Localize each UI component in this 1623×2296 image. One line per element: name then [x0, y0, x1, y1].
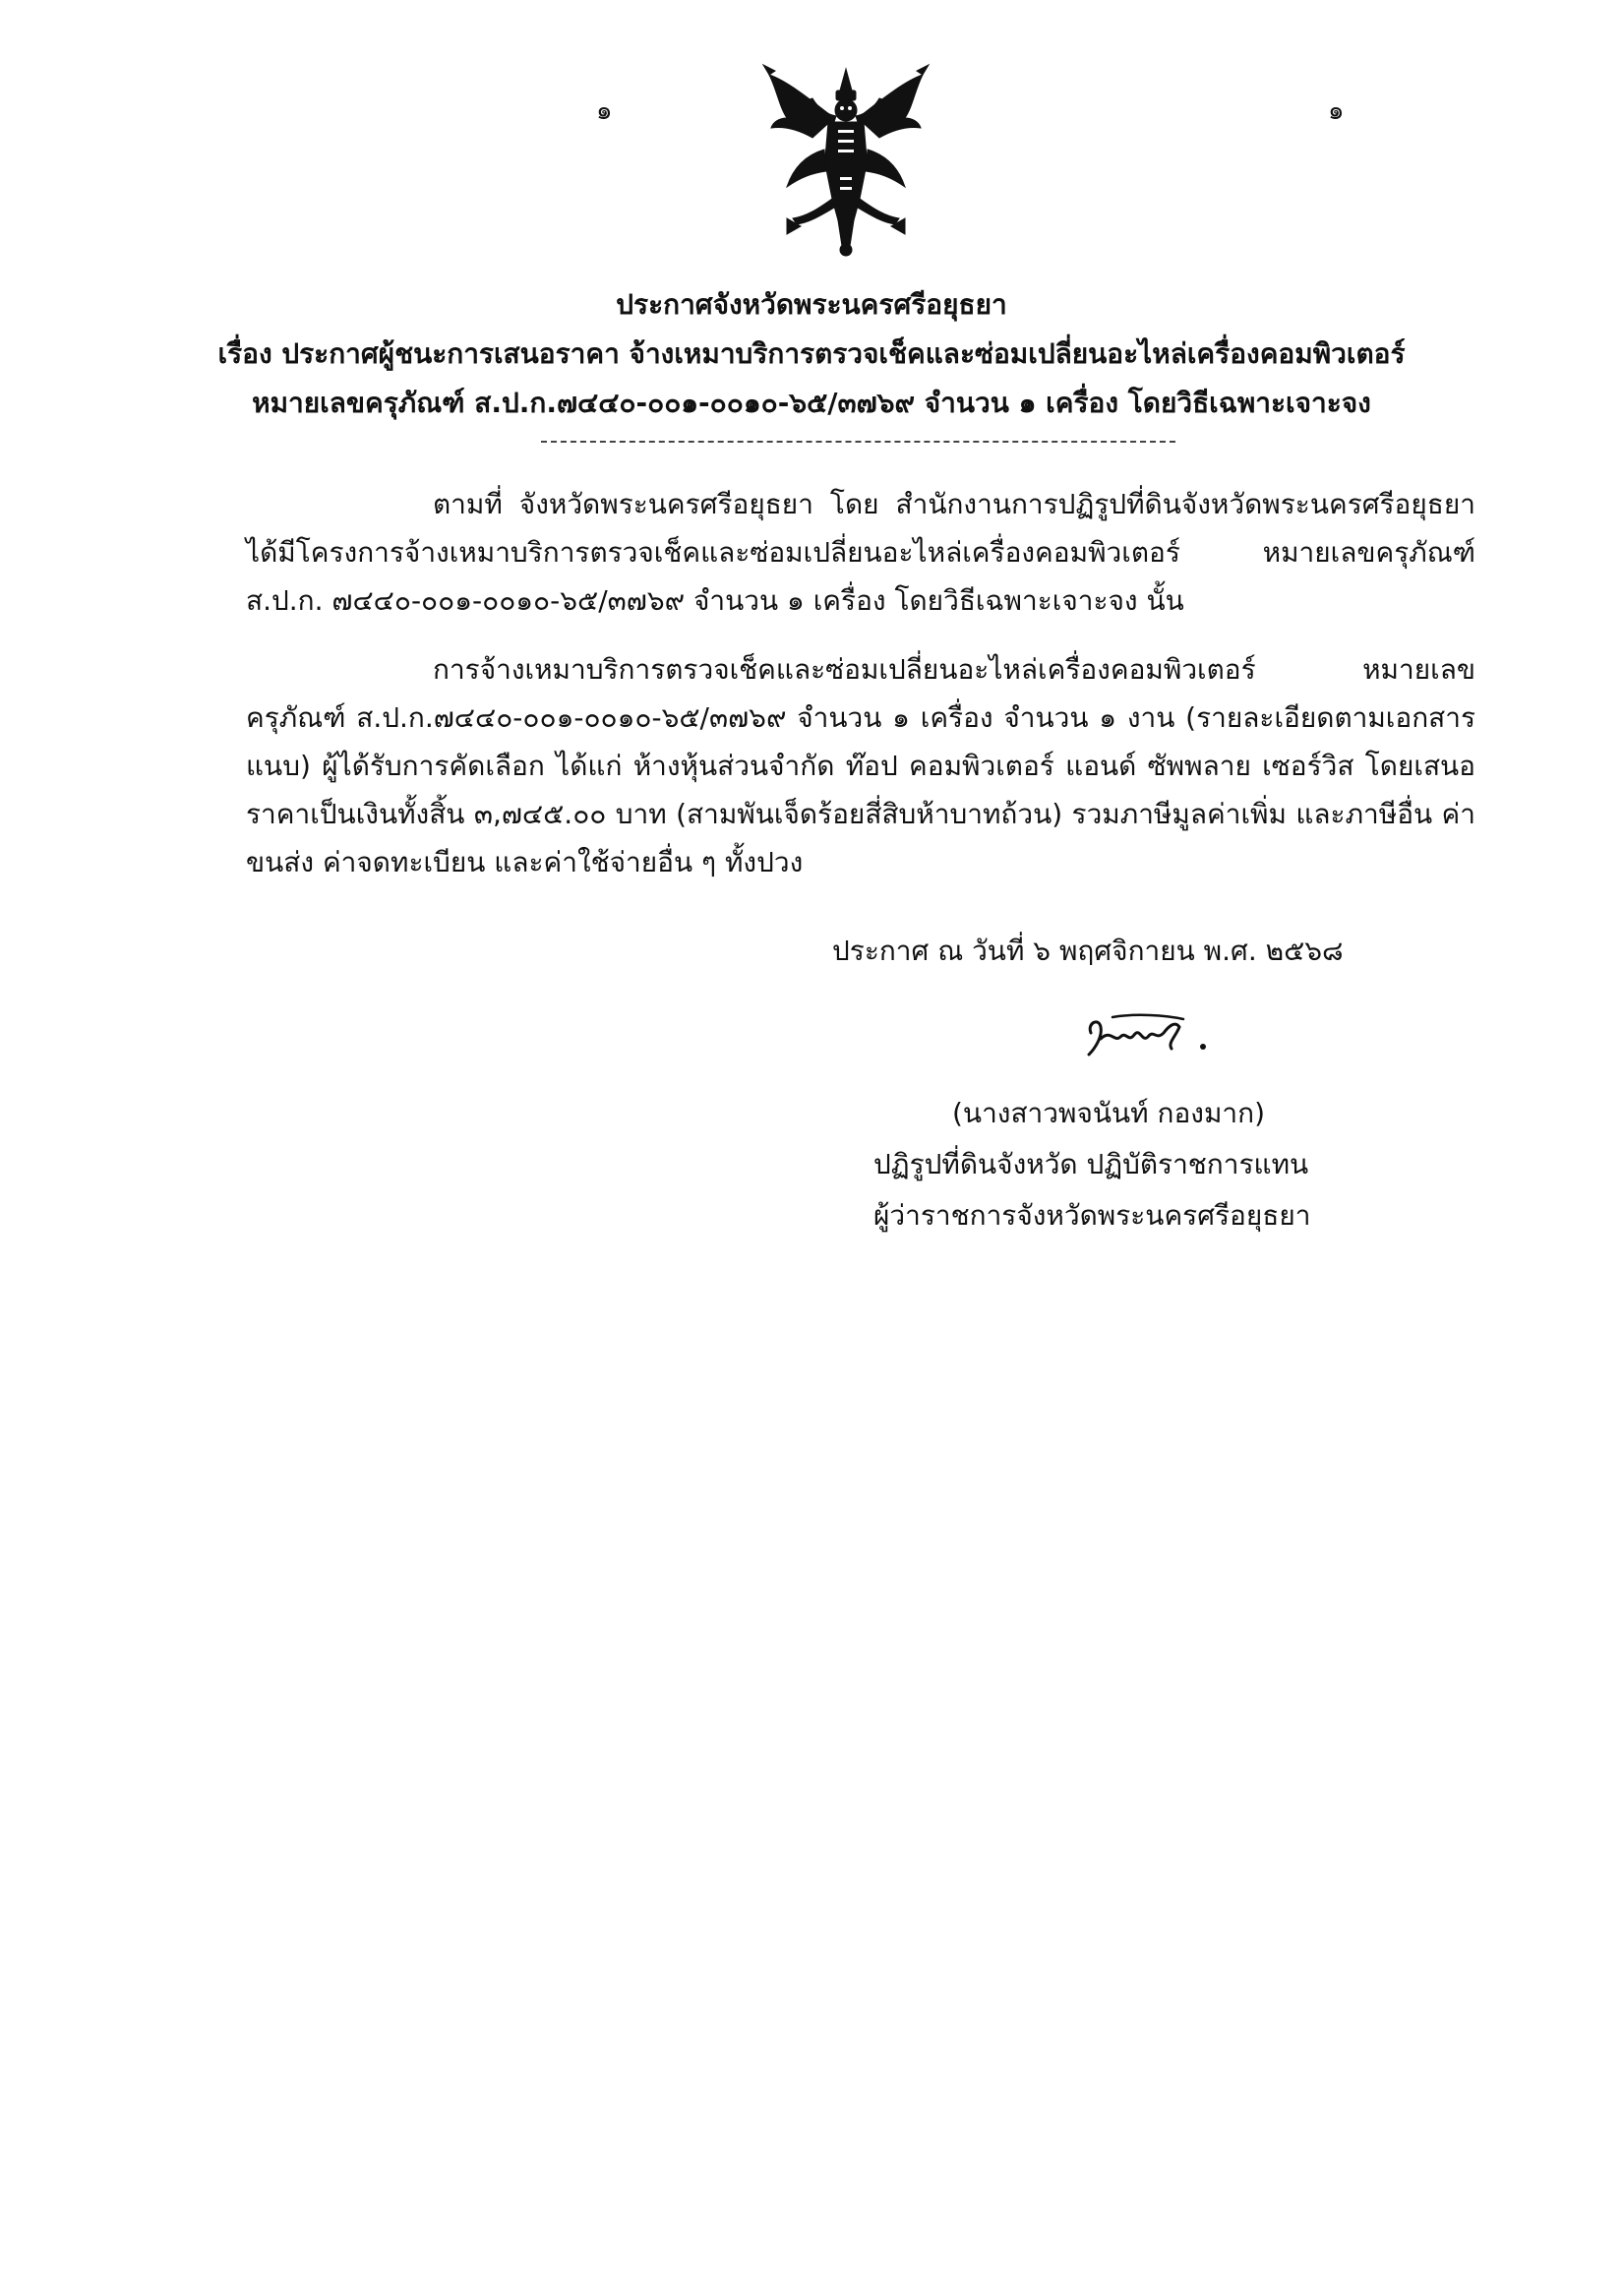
signer-name: (นางสาวพจนันท์ กองมาก) — [952, 1097, 1265, 1129]
handwritten-signature — [1077, 1003, 1234, 1072]
signer-title: ปฏิรูปที่ดินจังหวัด ปฏิบัติราชการแทน — [873, 1148, 1309, 1180]
announcement-date: ประกาศ ณ วันที่ ๖ พฤศจิกายน พ.ศ. ๒๕๖๘ — [832, 935, 1344, 967]
signer-title-on-behalf: ผู้ว่าราชการจังหวัดพระนครศรีอยุธยา — [873, 1199, 1311, 1232]
page-mark-left: ๑ — [596, 96, 613, 126]
body-paragraph-2: การจ้างเหมาบริการตรวจเช็คและซ่อมเปลี่ยนอะไหล่เครื่องคอมพิวเตอร์ หมายเลขครุภัณฑ์ ส.ป.ก.๗๔๔๐-๐๐๑-๐๐๑๐-๖๕/๓๗๖๙ จำนวน ๑ เครื่อง จำนวน ๑ งาน (รายละเอียดตามเอกสารแนบ) ผู้ได้รับการคัดเลือก ได้แก่ ห้างหุ้นส่วนจำกัด ท๊อป คอมพิวเตอร์ แอนด์ ซัพพลาย เซอร์วิส โดยเสนอราคาเป็นเงินทั้งสิ้น ๓,๗๔๕.๐๐ บาท (สามพันเจ็ดร้อยสี่สิบห้าบาทถ้วน) รวมภาษีมูลค่าเพิ่ม และภาษีอื่น ค่าขนส่ง ค่าจดทะเบียน และค่าใช้จ่ายอื่น ๆ ทั้งปวง — [246, 653, 1475, 878]
page-mark-right: ๑ — [1328, 96, 1345, 126]
announcement-subject-continued: หมายเลขครุภัณฑ์ ส.ป.ก.๗๔๔๐-๐๐๑-๐๐๑๐-๖๕/๓๗๖๙ จำนวน ๑ เครื่อง โดยวิธีเฉพาะเจาะจง — [252, 387, 1371, 419]
announcement-subject: เรื่อง ประกาศผู้ชนะการเสนอราคา จ้างเหมาบริการตรวจเช็คและซ่อมเปลี่ยนอะไหล่เครื่องคอมพิวเตอร์ — [217, 337, 1406, 370]
announcement-title: ประกาศจังหวัดพระนครศรีอยุธยา — [616, 288, 1007, 321]
body-paragraph-1: ตามที่ จังหวัดพระนครศรีอยุธยา โดย สำนักงานการปฏิรูปที่ดินจังหวัดพระนครศรีอยุธยา ได้มีโครงการจ้างเหมาบริการตรวจเช็คและซ่อมเปลี่ยนอะไหล่เครื่องคอมพิวเตอร์ หมายเลขครุภัณฑ์ ส.ป.ก. ๗๔๔๐-๐๐๑-๐๐๑๐-๖๕/๓๗๖๙ จำนวน ๑ เครื่อง โดยวิธีเฉพาะเจาะจง นั้น — [246, 488, 1475, 617]
separator-line — [541, 441, 1175, 443]
garuda-emblem-icon — [757, 61, 934, 258]
